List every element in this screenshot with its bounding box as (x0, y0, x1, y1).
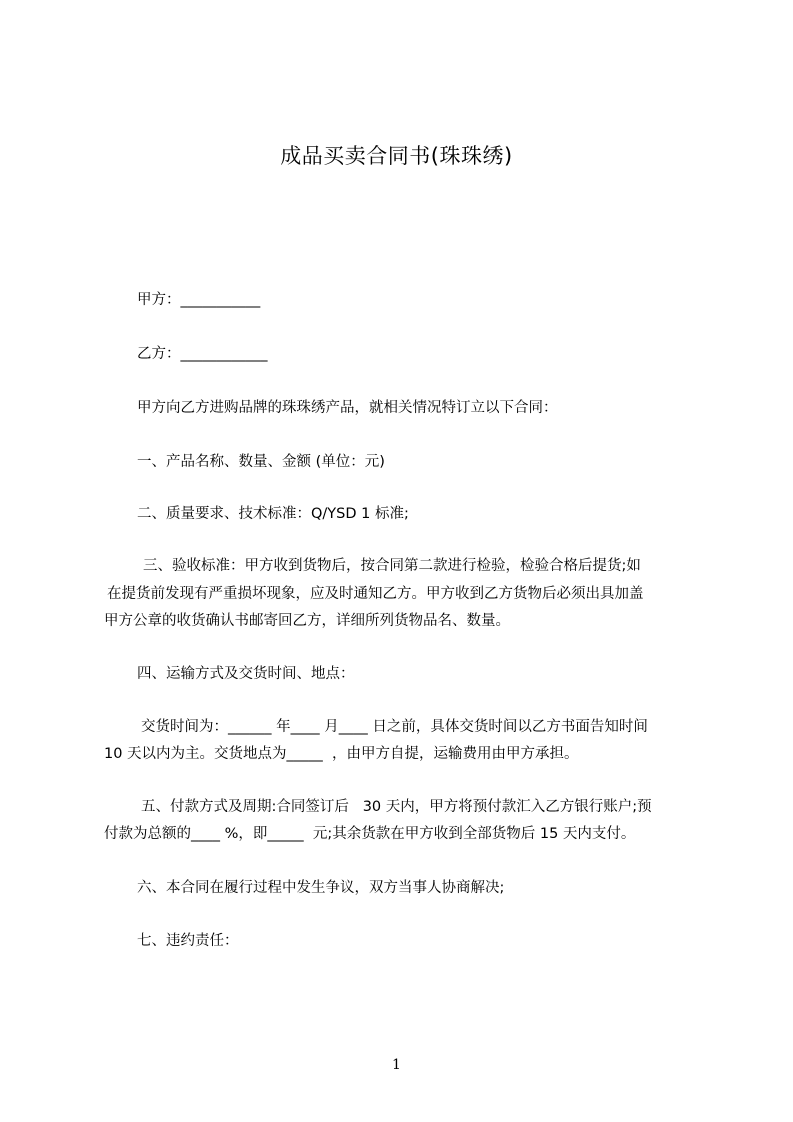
intro-paragraph: 甲方向乙方进购品牌的珠珠绣产品，就相关情况特订立以下合同： (137, 400, 558, 416)
party-b-line: 乙方：____________ (137, 346, 268, 362)
clause-4: 四、运输方式及交货时间、地点： (137, 666, 355, 682)
delivery-line-2: 10 天以内为主。交货地点为_____ ，由甲方自提，运输费用由甲方承担。 (104, 746, 579, 762)
clause-3-line-3: 甲方公章的收货确认书邮寄回乙方，详细所列货物品名、数量。 (104, 613, 510, 629)
clause-7: 七、违约责任： (137, 933, 239, 949)
clause-1: 一、产品名称、数量、金额 (单位：元) (137, 454, 385, 470)
clause-2: 二、质量要求、技术标准：Q/YSD 1 标准; (137, 506, 409, 522)
clause-3-line-2: 在提货前发现有严重损坏现象，应及时通知乙方。甲方收到乙方货物后必须出具加盖 (107, 586, 644, 602)
page-number: 1 (392, 1057, 401, 1073)
delivery-line-1: 交货时间为：______ 年____ 月____ 日之前，具体交货时间以乙方书面告知时间 (141, 719, 648, 735)
clause-5-line-2: 付款为总额的____ %，即_____ 元;其余货款在甲方收到全部货物后 15 天内支付。 (104, 826, 636, 842)
party-a-line: 甲方：___________ (137, 292, 261, 308)
clause-6: 六、本合同在履行过程中发生争议，双方当事人协商解决; (137, 880, 505, 896)
clause-3-line-1: 三、验收标准：甲方收到货物后，按合同第二款进行检验，检验合格后提货;如 (143, 558, 641, 574)
document-title: 成品买卖合同书(珠珠绣) (280, 144, 513, 168)
clause-5-line-1: 五、付款方式及周期:合同签订后 30 天内，甲方将预付款汇入乙方银行账户;预 (141, 799, 652, 815)
